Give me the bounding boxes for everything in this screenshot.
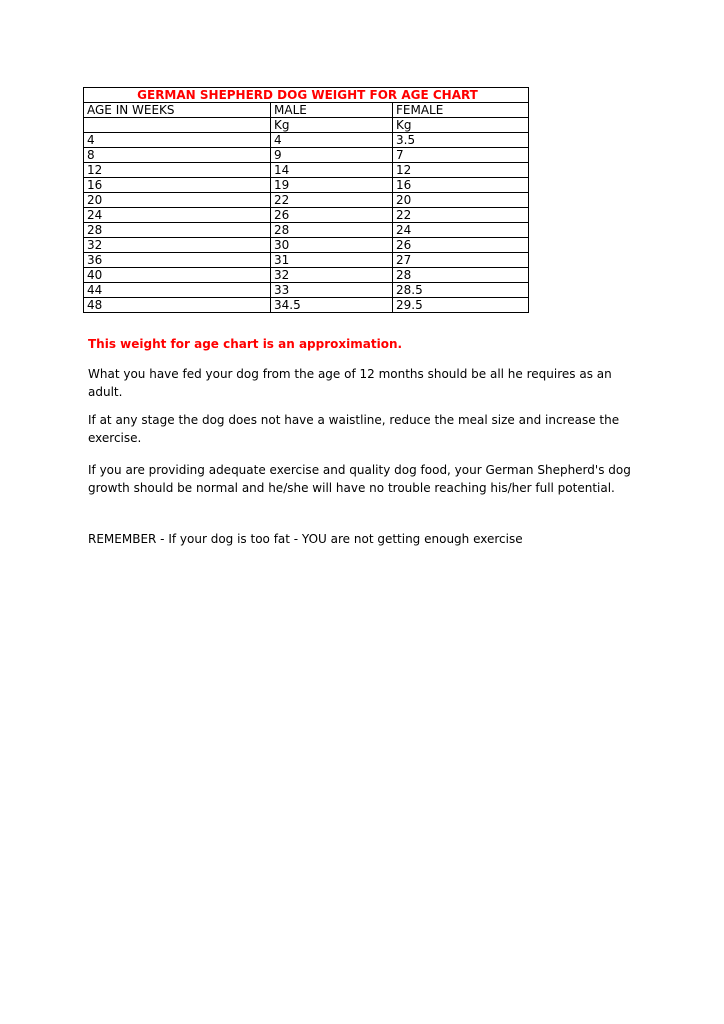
header-male: MALE (271, 103, 393, 118)
cell-male: 22 (271, 193, 393, 208)
table-row (84, 208, 529, 223)
cell-age: 48 (84, 298, 271, 313)
cell-female: 27 (393, 253, 529, 268)
cell-male: 4 (271, 133, 393, 148)
cell-age: 32 (84, 238, 271, 253)
table-header-row (84, 103, 529, 118)
table-row (84, 268, 529, 283)
table-row (84, 148, 529, 163)
cell-age: 36 (84, 253, 271, 268)
table-title-row (84, 88, 529, 103)
cell-female: 20 (393, 193, 529, 208)
table-row (84, 283, 529, 298)
cell-age: 24 (84, 208, 271, 223)
cell-male: 31 (271, 253, 393, 268)
table-row (84, 178, 529, 193)
cell-male: 30 (271, 238, 393, 253)
cell-age: 4 (84, 133, 271, 148)
cell-male: 26 (271, 208, 393, 223)
cell-male: 9 (271, 148, 393, 163)
cell-age: 8 (84, 148, 271, 163)
unit-age (84, 118, 271, 133)
cell-male: 34.5 (271, 298, 393, 313)
cell-female: 22 (393, 208, 529, 223)
cell-age: 28 (84, 223, 271, 238)
header-age: AGE IN WEEKS (84, 103, 271, 118)
cell-female: 29.5 (393, 298, 529, 313)
approximation-note: This weight for age chart is an approximation. (88, 337, 403, 351)
unit-male: Kg (271, 118, 393, 133)
cell-male: 33 (271, 283, 393, 298)
paragraph-remember: REMEMBER - If your dog is too fat - YOU are not getting enough exercise (88, 532, 523, 546)
cell-male: 14 (271, 163, 393, 178)
cell-female: 7 (393, 148, 529, 163)
cell-female: 24 (393, 223, 529, 238)
table-row (84, 298, 529, 313)
cell-male: 32 (271, 268, 393, 283)
cell-female: 28.5 (393, 283, 529, 298)
table-row (84, 163, 529, 178)
cell-female: 3.5 (393, 133, 529, 148)
table-row (84, 253, 529, 268)
cell-age: 40 (84, 268, 271, 283)
table-row (84, 193, 529, 208)
paragraph-feeding: What you have fed your dog from the age of 12 months should be all he requires as an adult. (88, 367, 612, 399)
cell-male: 28 (271, 223, 393, 238)
table-row (84, 223, 529, 238)
cell-age: 44 (84, 283, 271, 298)
cell-female: 12 (393, 163, 529, 178)
cell-age: 20 (84, 193, 271, 208)
table-row (84, 133, 529, 148)
header-female: FEMALE (393, 103, 529, 118)
cell-female: 16 (393, 178, 529, 193)
paragraph-waistline: If at any stage the dog does not have a waistline, reduce the meal size and increase the exercise. (88, 413, 620, 445)
table-units-row (84, 118, 529, 133)
table-row (84, 238, 529, 253)
unit-female: Kg (393, 118, 529, 133)
paragraph-growth: If you are providing adequate exercise and quality dog food, your German Shepherd's dog growth should be normal and he/she will have no trouble reaching his/her full potential. (88, 463, 631, 495)
cell-female: 28 (393, 268, 529, 283)
table-title: GERMAN SHEPHERD DOG WEIGHT FOR AGE CHART (84, 88, 529, 103)
weight-for-age-table (83, 87, 529, 313)
cell-age: 16 (84, 178, 271, 193)
cell-age: 12 (84, 163, 271, 178)
cell-male: 19 (271, 178, 393, 193)
cell-female: 26 (393, 238, 529, 253)
